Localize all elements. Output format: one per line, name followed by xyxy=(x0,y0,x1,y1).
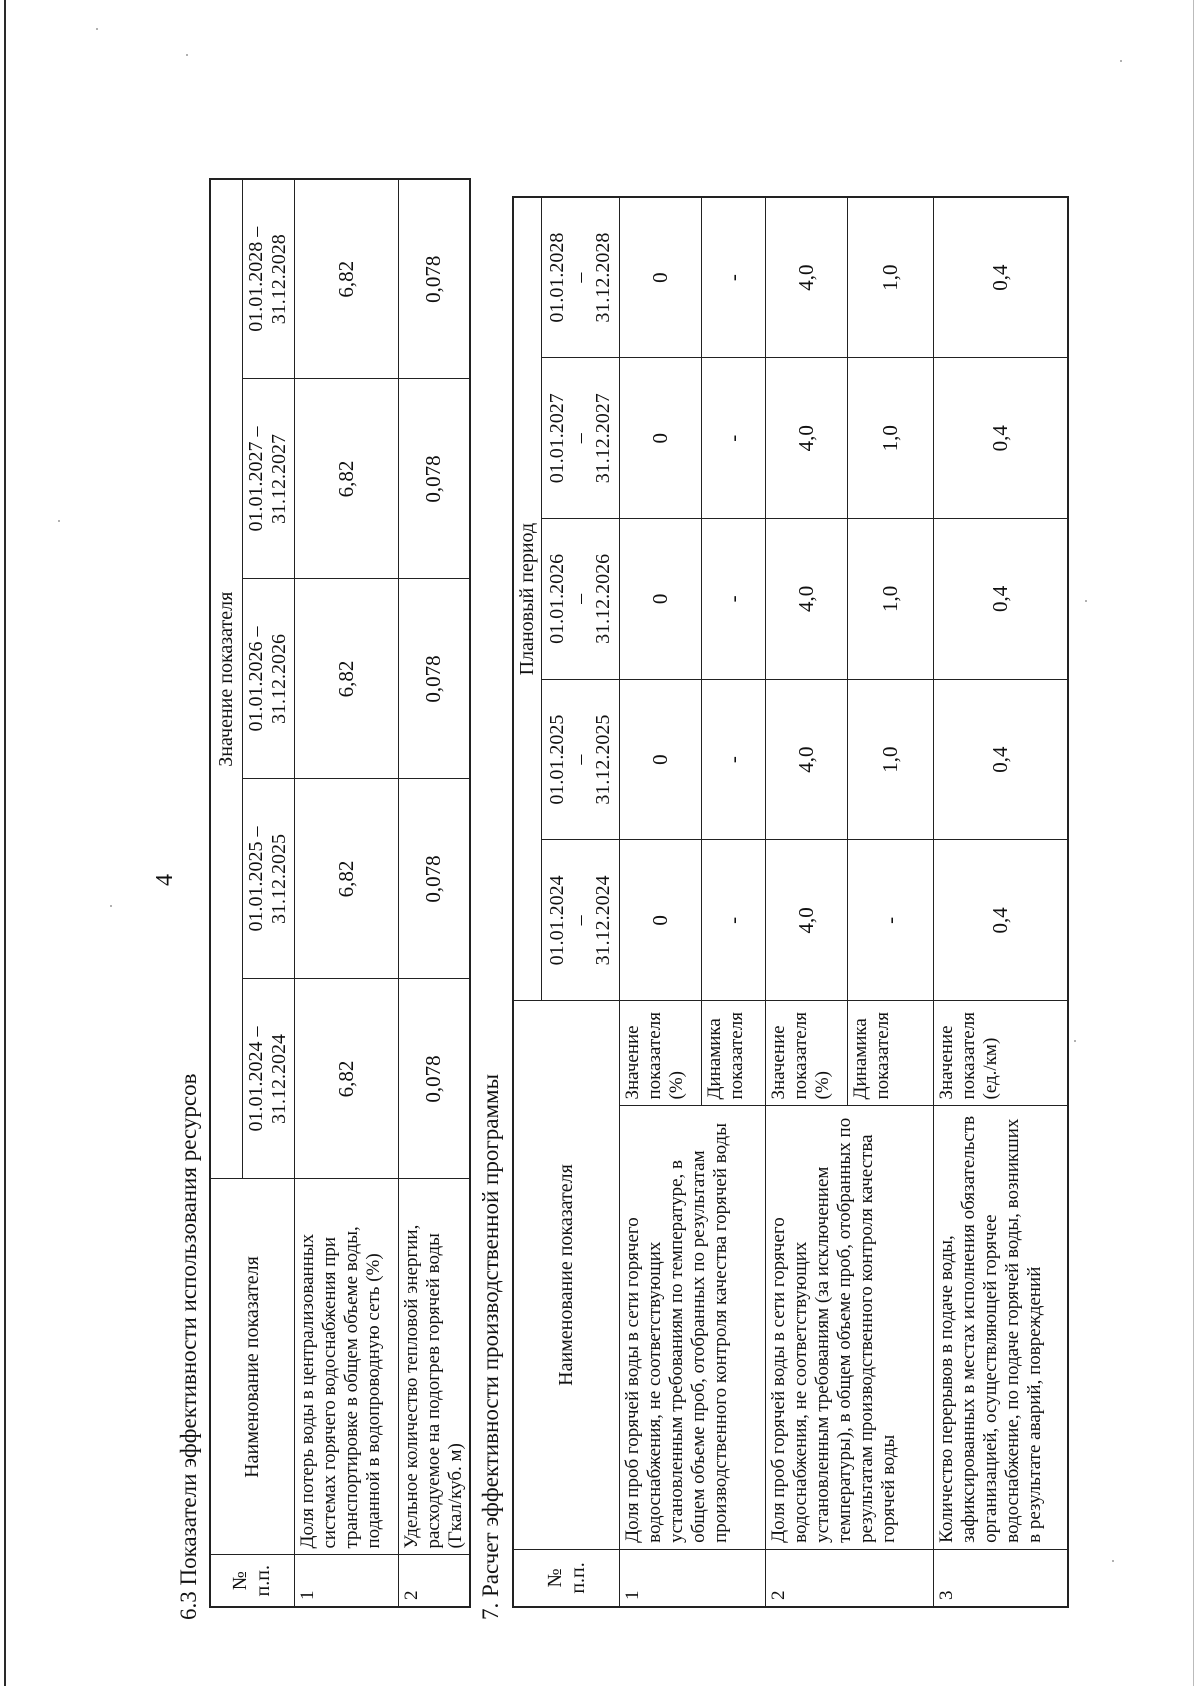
period-dash: – xyxy=(569,593,591,604)
sub-indicator-label: Значение показателя (ед./км) xyxy=(934,1001,1068,1106)
indicator-name: Доля проб горячей воды в сети горячего водоснабжения, не соответствующих установленным требованиям по температуре, в общем объеме проб, отобранных по результатам производственного контроля качества горячей воды xyxy=(620,1106,766,1549)
value-cell: 0 xyxy=(620,679,702,840)
value-cell: 0,078 xyxy=(398,179,470,379)
value-cell: - xyxy=(848,840,934,1001)
table-row xyxy=(620,197,702,1607)
header-row-number: № п.п. xyxy=(210,1555,294,1607)
resource-efficiency-table xyxy=(209,178,471,1608)
period-end: 31.12.2028 xyxy=(592,232,614,323)
value-cell: 0,078 xyxy=(398,979,470,1179)
sub-indicator-label: Динамика показателя xyxy=(848,1001,934,1106)
sub-indicator-label: Динамика показателя xyxy=(702,1001,766,1106)
page-number: 4 xyxy=(152,874,178,886)
row-number: 2 xyxy=(398,1555,470,1607)
table-row xyxy=(398,179,470,1607)
period-end: 31.12.2024 xyxy=(592,875,614,966)
value-cell: 6,82 xyxy=(294,579,398,779)
period-header xyxy=(542,358,620,519)
value-cell: 0,4 xyxy=(934,519,1068,680)
header-planned-period: Плановый период xyxy=(513,197,542,1001)
value-cell: 4,0 xyxy=(766,679,848,840)
period-header: 01.01.2025 – 31.12.2025 xyxy=(242,779,294,979)
value-cell: 0 xyxy=(620,840,702,1001)
value-cell: 4,0 xyxy=(766,519,848,680)
period-end: 31.12.2026 xyxy=(592,553,614,644)
value-cell: 1,0 xyxy=(848,679,934,840)
value-cell: 1,0 xyxy=(848,197,934,358)
period-end: 31.12.2027 xyxy=(592,393,614,484)
period-header: 01.01.2024 – 31.12.2024 xyxy=(242,979,294,1179)
period-header: 01.01.2027 – 31.12.2027 xyxy=(242,379,294,579)
sub-indicator-label: Значение показателя (%) xyxy=(766,1001,848,1106)
header-indicator-value: Значение показателя xyxy=(210,179,242,1179)
period-start: 01.01.2027 xyxy=(546,393,568,484)
value-cell: 0,4 xyxy=(934,679,1068,840)
period-start: 01.01.2026 xyxy=(546,553,568,644)
scan-speck xyxy=(1120,60,1122,62)
value-cell: 6,82 xyxy=(294,779,398,979)
production-program-efficiency-table xyxy=(512,196,1069,1608)
indicator-name: Доля проб горячей воды в сети горячего водоснабжения, не соответствующих установленным требованиям (за исключением температуры), в общем объеме проб, отобранных по результатам производственного контроля качества горячей воды xyxy=(766,1106,934,1549)
table-row xyxy=(766,197,848,1607)
table-row xyxy=(934,197,1068,1607)
section-6-3-title: 6.3 Показатели эффективности использования ресурсов xyxy=(176,1073,201,1620)
header-indicator-name: Наименование показателя xyxy=(210,1179,294,1555)
period-start: 01.01.2028 xyxy=(546,232,568,323)
value-cell: - xyxy=(702,519,766,680)
sub-indicator-label: Значение показателя (%) xyxy=(620,1001,702,1106)
value-cell: 0,078 xyxy=(398,579,470,779)
indicator-name: Удельное количество тепловой энергии, расходуемое на подогрев горячей воды (Гкал/куб. м) xyxy=(398,1179,470,1555)
value-cell: 0,078 xyxy=(398,779,470,979)
value-cell: 0,078 xyxy=(398,379,470,579)
period-header xyxy=(542,519,620,680)
period-header: 01.01.2026 – 31.12.2026 xyxy=(242,579,294,779)
value-cell: - xyxy=(702,840,766,1001)
value-cell: 4,0 xyxy=(766,358,848,519)
value-cell: 0,4 xyxy=(934,197,1068,358)
value-cell: 0,4 xyxy=(934,358,1068,519)
header-row-number: № п.п. xyxy=(513,1549,620,1607)
period-dash: – xyxy=(569,272,591,283)
value-cell: - xyxy=(702,679,766,840)
scan-speck xyxy=(110,905,112,907)
row-number: 1 xyxy=(294,1555,398,1607)
period-end: 31.12.2025 xyxy=(592,714,614,805)
period-header xyxy=(542,197,620,358)
value-cell: 0 xyxy=(620,519,702,680)
indicator-name: Доля потерь воды в централизованных системах горячего водоснабжения при транспортировке в общем объеме воды, поданной в водопроводную сеть (%) xyxy=(294,1179,398,1555)
header-indicator-name: Наименование показателя xyxy=(513,1001,620,1550)
value-cell: 1,0 xyxy=(848,519,934,680)
indicator-name: Количество перерывов в подаче воды, зафиксированных в местах исполнения обязательств организацией, осуществляющей горячее водоснабжение, по подаче горячей воды, возникших в результате аварий, повреждений xyxy=(934,1106,1068,1549)
value-cell: 6,82 xyxy=(294,979,398,1179)
scan-left-edge xyxy=(4,0,6,1686)
value-cell: 0 xyxy=(620,197,702,358)
value-cell: 0 xyxy=(620,358,702,519)
period-header xyxy=(542,840,620,1001)
rotated-page-content xyxy=(152,90,1152,1620)
scan-speck xyxy=(96,28,98,30)
period-dash: – xyxy=(569,754,591,765)
row-number: 1 xyxy=(620,1549,766,1607)
scan-right-edge xyxy=(1193,0,1194,1686)
value-cell: - xyxy=(702,197,766,358)
value-cell: 6,82 xyxy=(294,179,398,379)
period-header: 01.01.2028 – 31.12.2028 xyxy=(242,179,294,379)
scan-speck xyxy=(58,520,60,522)
value-cell: 0,4 xyxy=(934,840,1068,1001)
period-start: 01.01.2025 xyxy=(546,714,568,805)
row-number: 2 xyxy=(766,1549,934,1607)
row-number: 3 xyxy=(934,1549,1068,1607)
value-cell: 1,0 xyxy=(848,358,934,519)
section-7-title: 7. Расчет эффективности производственной программы xyxy=(478,1073,503,1620)
value-cell: 6,82 xyxy=(294,379,398,579)
value-cell: 4,0 xyxy=(766,840,848,1001)
scan-speck xyxy=(186,54,188,56)
period-header xyxy=(542,679,620,840)
period-start: 01.01.2024 xyxy=(546,875,568,966)
period-dash: – xyxy=(569,915,591,926)
period-dash: – xyxy=(569,433,591,444)
table-row xyxy=(294,179,398,1607)
value-cell: - xyxy=(702,358,766,519)
value-cell: 4,0 xyxy=(766,197,848,358)
